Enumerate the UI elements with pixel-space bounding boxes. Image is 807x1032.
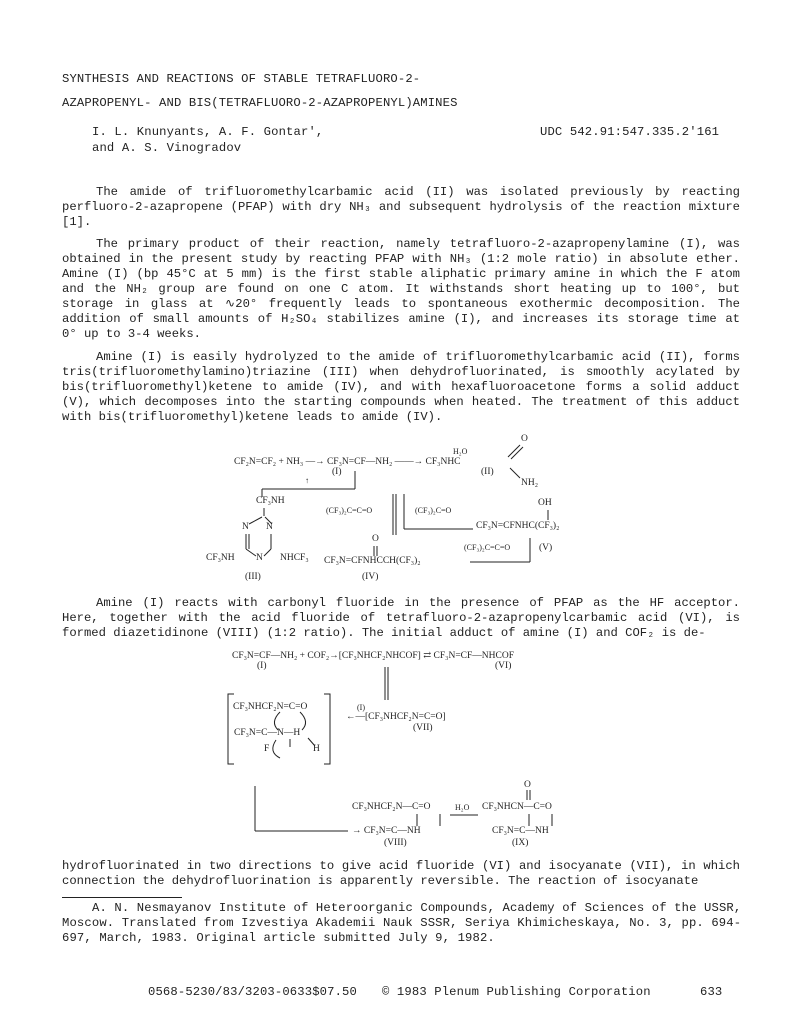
paragraph-3: Amine (I) is easily hydrolyzed to the amide of trifluoromethylcarbamic acid (II), forms tris(trifluoromethylamino)triazine (III) when dehydrofluorinated, is smoothly acylated by bis(trifluoromethyl)ketene to amide (IV), and with hexafluoroacetone forms a solid adduct (V), which decomposes into the starting compounds when heated. The treatment of this adduct with bis(trifluoromethyl)ketene leads to amide (IV). — [62, 350, 740, 424]
scheme1-label-III: (III) — [245, 572, 261, 582]
triazine-n-right: N — [266, 522, 273, 532]
authors-line-1: I. L. Knunyants, A. F. Gontar', — [92, 125, 324, 139]
scheme2-o-top: O — [524, 780, 531, 790]
scheme1-label-I: (I) — [332, 467, 342, 477]
scheme1-arrow-mark: ↑ — [305, 476, 309, 485]
scheme2-vii: ←—[CF₃NHCF₂N=C=O] — [346, 712, 446, 722]
scheme1-hfa: (CF₃)₂C=O — [415, 506, 452, 515]
scheme2-label-VI: (VI) — [495, 661, 512, 671]
scheme1-label-V: (V) — [539, 543, 553, 553]
footnote-line-1: A. N. Nesmayanov Institute of Heteroorganic Compounds, Academy of Sciences of the USSR, — [92, 901, 742, 915]
title-line-2: AZAPROPENYL- AND BIS(TETRAFLUORO-2-AZAPROPENYL)AMINES — [62, 96, 458, 110]
scheme2-ix-top: CF₃NHCN—C=O — [482, 802, 552, 812]
scheme1-label-IV: (IV) — [362, 572, 379, 582]
page-number: 633 — [700, 985, 723, 999]
scheme1-h2o: H₂O — [453, 447, 468, 456]
scheme2-label-IX: (IX) — [512, 838, 529, 848]
scheme2-line1: CF₃N=CF—NH₂ + COF₂→[CF₃NHCF₂NHCOF] ⇄ CF₃N=CF—NHCOF — [232, 651, 514, 661]
scheme2-label-I: (I) — [257, 661, 267, 671]
scheme1-amide-iv: CF₃N=CFNHCCH(CF₃)₂ — [324, 556, 421, 566]
footnote-line-3: 697, March, 1983. Original article submitted July 9, 1982. — [62, 931, 495, 945]
scheme2-ix-bottom: CF₃N=C—NH — [492, 826, 549, 836]
scheme2-arrow-I: (I) — [357, 703, 365, 712]
scheme1-oh: OH — [538, 498, 552, 508]
triazine-n-left: N — [242, 522, 249, 532]
footnote-rule — [62, 897, 182, 898]
paragraph-2: The primary product of their reaction, namely tetrafluoro-2-azapropenylamine (I), was obtained in the present study by reacting PFAP with NH₃ (1:2 mole ratio) in absolute ether. Amine (I) (bp 45°C at 5 mm) is the first stable aliphatic primary amine in which the F atom and the NH₂ group are found on one C atom. It withstands short heating up to 100°, but storage in glass at ∿20° frequently leads to spontaneous exothermic decomposition. The addition of small amounts of H₂SO₄ stabilizes amine (I), and increases its storage time at 0° up to 3-4 weeks. — [62, 237, 740, 341]
paragraph-5: hydrofluorinated in two directions to give acid fluoride (VI) and isocyanate (VII), in which connection the dehydrofluorination is apparently reversible. The reaction of isocyanate — [62, 859, 740, 888]
scheme1-o-mid: O — [372, 534, 379, 544]
scheme1-nh2: NH₂ — [521, 478, 539, 488]
scheme1-line1: CF₂N=CF₂ + NH₃ —→ CF₃N=CF—NH₂ ——→ CF₃NHC — [234, 457, 461, 467]
udc-code: UDC 542.91:547.335.2'161 — [540, 125, 720, 139]
scheme2-label-VIII: (VIII) — [384, 838, 407, 848]
scheme2-h2o: H₂O — [455, 803, 470, 812]
scheme1-nhcf3-right: NHCF₃ — [280, 553, 309, 563]
scheme1-adduct-v: CF₃N=CFNHC(CF₃)₂ — [476, 521, 560, 531]
scheme1-ketene-1: (CF₃)₂C=C=O — [326, 506, 373, 515]
scheme1-o-top: O — [521, 434, 528, 444]
scheme2-bracket-line2: CF₃N=C—N—H — [234, 728, 301, 738]
paragraph-1: The amide of trifluoromethylcarbamic acid (II) was isolated previously by reacting perfluoro-2-azapropene (PFAP) with dry NH₃ and subsequent hydrolysis of the reaction mixture [1]. — [62, 185, 740, 229]
scheme1-cf3nh-top: CF₃NH — [256, 496, 285, 506]
triazine-n-bottom: N — [256, 553, 263, 563]
scheme2-h: H — [313, 744, 320, 754]
scheme2-f: F — [264, 744, 270, 754]
scheme1-ketene-2: (CF₃)₂C=C=O — [464, 543, 511, 552]
paragraph-4: Amine (I) reacts with carbonyl fluoride in the presence of PFAP as the HF acceptor. Here, together with the acid fluoride of tetrafluoro-2-azapropenylcarbamic acid (VI), is formed diazetidinone (VIII) (1:2 ratio). The initial adduct of amine (I) and COF₂ is de- — [62, 596, 740, 640]
footnote-line-2: Moscow. Translated from Izvestiya Akademii Nauk SSSR, Seriya Khimicheskaya, No. 3, pp. 694- — [62, 916, 742, 930]
scheme2-viii-bottom: → CF₃N=C—NH — [352, 826, 421, 836]
scheme2-label-VII: (VII) — [413, 723, 433, 733]
scheme1-cf3nh-left: CF₃NH — [206, 553, 235, 563]
footer-code: 0568-5230/83/3203-0633$07.50 — [148, 985, 357, 999]
footer-copyright: © 1983 Plenum Publishing Corporation — [382, 985, 651, 999]
scheme1-label-II: (II) — [481, 467, 494, 477]
scheme2-viii-top: CF₃NHCF₂N—C=O — [352, 802, 431, 812]
title-line-1: SYNTHESIS AND REACTIONS OF STABLE TETRAFLUORO-2- — [62, 72, 421, 86]
authors-line-2: and A. S. Vinogradov — [92, 141, 242, 155]
scheme2-bracket-line1: CF₃NHCF₂N=C=O — [233, 702, 308, 712]
